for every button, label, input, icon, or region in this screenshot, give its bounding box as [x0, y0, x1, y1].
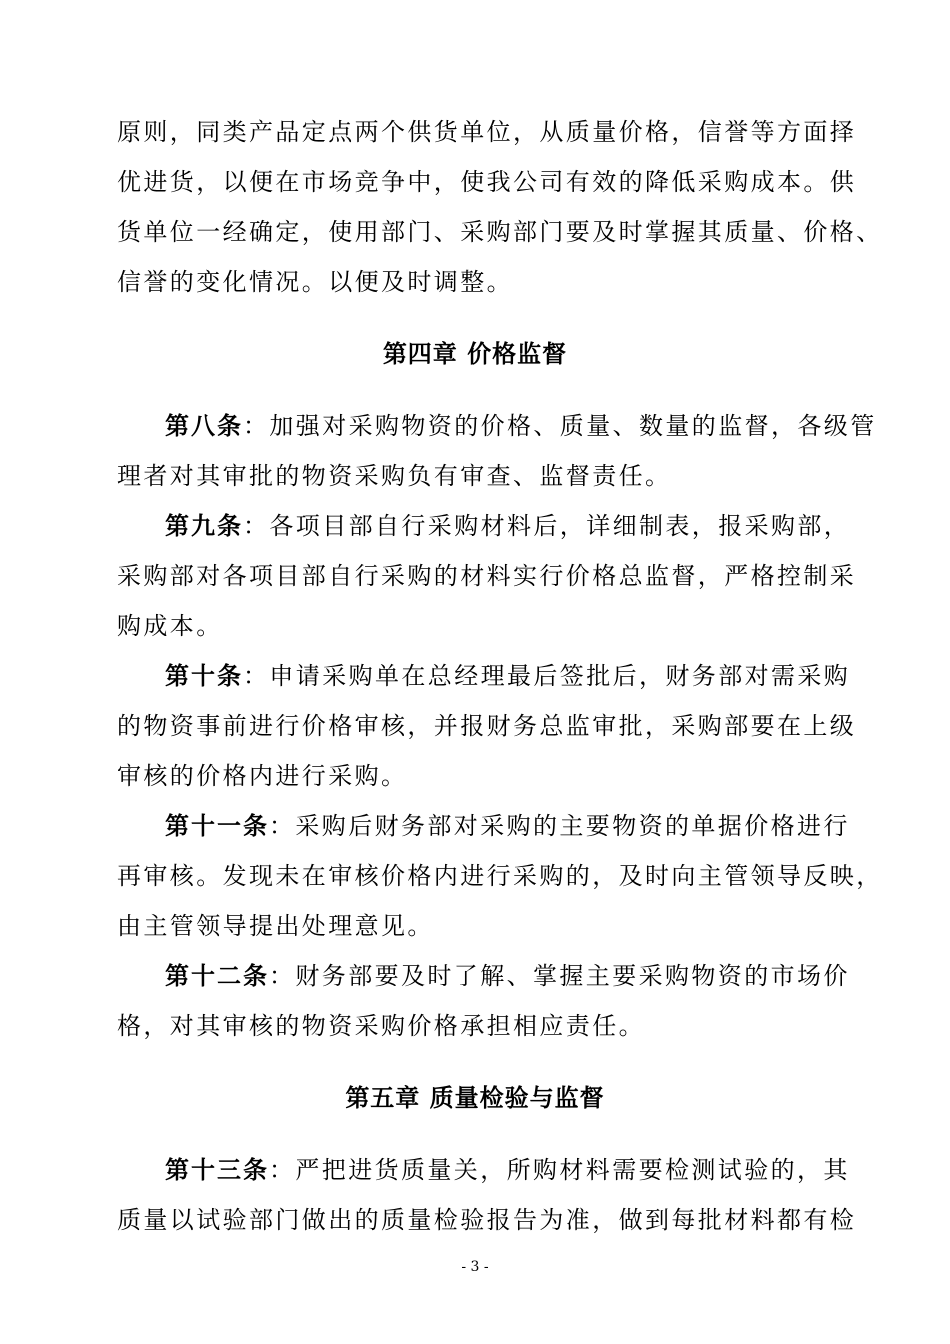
paragraph-line: 由主管领导提出处理意见。: [117, 912, 434, 940]
paragraph-line: 再审核。发现未在审核价格内进行采购的，及时向主管领导反映，: [117, 862, 883, 890]
article-9-label: 第九条: [165, 511, 243, 540]
paragraph-line: 购成本。: [117, 612, 223, 640]
page-number: - 3 -: [461, 1259, 489, 1275]
article-12-first-line: [165, 960, 850, 992]
paragraph-line: 审核的价格内进行采购。: [117, 762, 408, 790]
article-12-text: ：财务部要及时了解、掌握主要采购物资的市场价: [269, 962, 850, 990]
article-11-first-line: [165, 810, 850, 842]
paragraph-line: 优进货，以便在市场竞争中，使我公司有效的降低采购成本。供: [117, 168, 857, 196]
article-8-label: 第八条: [165, 411, 243, 440]
paragraph-line: 货单位一经确定，使用部门、采购部门要及时掌握其质量、价格、: [117, 218, 883, 246]
article-8-text: ：加强对采购物资的价格、质量、数量的监督，各级管: [243, 412, 877, 440]
paragraph-line: 采购部对各项目部自行采购的材料实行价格总监督，严格控制采: [117, 562, 857, 590]
article-9-first-line: [165, 510, 851, 542]
article-11-label: 第十一条: [165, 811, 269, 840]
article-13-text: ：严把进货质量关，所购材料需要检测试验的，其: [269, 1156, 850, 1184]
paragraph-line: 原则，同类产品定点两个供货单位，从质量价格，信誉等方面择: [117, 118, 857, 146]
article-13-first-line: [165, 1154, 850, 1186]
article-11-text: ：采购后财务部对采购的主要物资的单据价格进行: [269, 812, 850, 840]
chapter-4-title: 第四章 价格监督: [382, 339, 568, 368]
chapter-5-title: 第五章 质量检验与监督: [345, 1083, 605, 1112]
paragraph-line: 的物资事前进行价格审核，并报财务总监审批，采购部要在上级: [117, 712, 857, 740]
paragraph-line: 格，对其审核的物资采购价格承担相应责任。: [117, 1012, 645, 1040]
paragraph-line: 质量以试验部门做出的质量检验报告为准，做到每批材料都有检: [117, 1206, 857, 1234]
article-9-text: ：各项目部自行采购材料后，详细制表，报采购部，: [243, 512, 851, 540]
paragraph-line: 信誉的变化情况。以便及时调整。: [117, 268, 513, 296]
article-10-text: ：申请采购单在总经理最后签批后，财务部对需采购: [243, 662, 851, 690]
article-10-label: 第十条: [165, 661, 243, 690]
article-12-label: 第十二条: [165, 961, 269, 990]
article-13-label: 第十三条: [165, 1155, 269, 1184]
article-8-first-line: [165, 410, 877, 442]
article-10-first-line: [165, 660, 851, 692]
paragraph-line: 理者对其审批的物资采购负有审查、监督责任。: [117, 462, 672, 490]
